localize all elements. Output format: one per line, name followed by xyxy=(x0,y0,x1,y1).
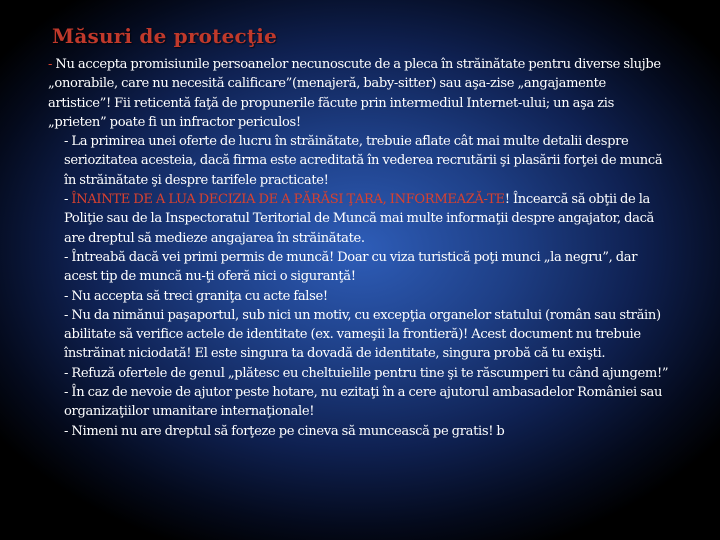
paragraph-8: - În caz de nevoie de ajutor peste hotare, nu ezitaţi în a cere ajutorul ambasadelor României sau organizaţiilor umanitare internaţionale! xyxy=(64,385,663,420)
paragraph-7: - Refuză ofertele de genul „plătesc eu cheltuielile pentru tine şi te răscumperi tu când ajungem!” xyxy=(64,365,669,381)
paragraph-5: - Nu accepta să treci graniţa cu acte false! xyxy=(64,288,328,304)
paragraph-3-dash: - xyxy=(64,192,72,208)
paragraph-4: - Întreabă dacă vei primi permis de muncă! Doar cu viza turistică poţi munci „la negru”, dar acest tip de muncă nu-ţi oferă nici o siguranţă! xyxy=(64,249,638,285)
paragraph-1 xyxy=(48,55,670,132)
paragraph-3 xyxy=(48,190,670,248)
paragraph-1-dash: - xyxy=(48,57,56,72)
slide-title: Măsuri de protecţie xyxy=(52,24,278,48)
paragraph-1-text: Nu accepta promisiunile persoanelor necunoscute de a pleca în străinătate pentru diverse slujbe „onorabile, care nu necesită calificare”(menajeră, baby-sitter) sau aşa-zise „angajamente artistice”! Fii reticentă faţă de propunerile făcute prin intermediul Internet-ului; un aşa zis „prieten” poate fi un infractor periculos! xyxy=(48,57,661,130)
paragraph-9: - Nimeni nu are dreptul să forţeze pe cineva să muncească pe gratis! b xyxy=(64,423,505,439)
slide-body xyxy=(48,55,670,441)
paragraph-2: - La primirea unei oferte de lucru în străinătate, trebuie aflate cât mai multe detalii despre seriozitatea acesteia, dacă firma este acreditată în vederea recrutării şi plasării forţei de muncă în străinătate şi despre tarifele practicate! xyxy=(64,134,663,188)
paragraph-3-text: ! Încearcă să obţii de la Poliţie sau de la Inspectoratul Teritorial de Muncă mai multe informaţii despre angajator, dacă are dreptul să medieze angajarea în străinătate. xyxy=(64,192,655,246)
paragraph-3-emphasis: ÎNAINTE DE A LUA DECIZIA DE A PĂRĂSI ŢARA, INFORMEAZĂ-TE xyxy=(71,192,505,208)
paragraph-6: - Nu da nimănui paşaportul, sub nici un motiv, cu excepţia organelor statului (român sau străin) abilitate să verifice actele de identitate (ex. vameşii la frontieră)! Acest document nu trebuie înstrăinat niciodată! El este singura ta dovadă de identitate, singura probă că tu exişti. xyxy=(64,307,661,362)
